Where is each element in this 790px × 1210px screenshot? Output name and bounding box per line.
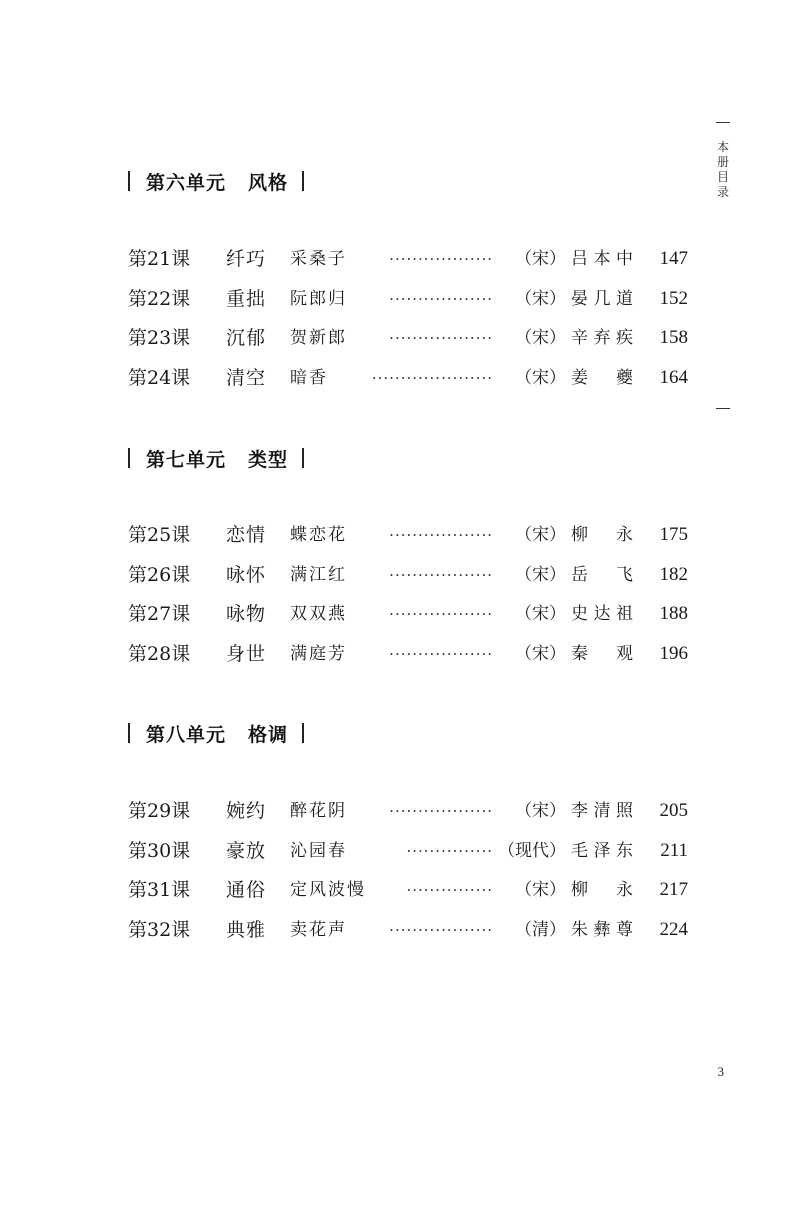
author-dynasty: （宋） bbox=[515, 249, 566, 269]
unit-bar-right bbox=[302, 723, 304, 743]
unit-header-6 bbox=[128, 166, 304, 196]
author-char: 中 bbox=[616, 249, 633, 269]
author-name bbox=[571, 244, 633, 274]
page-ref: 205 bbox=[659, 800, 688, 821]
lesson-number: 第24课 bbox=[128, 366, 191, 389]
toc-entry[interactable] bbox=[128, 520, 688, 550]
leader-dots: ·················· bbox=[389, 565, 493, 584]
lesson-title: 蝶恋花 bbox=[290, 525, 347, 545]
toc-entry[interactable] bbox=[128, 875, 688, 905]
author-char: 史 bbox=[571, 604, 588, 624]
leader-dots: ·················· bbox=[389, 920, 493, 939]
page-ref: 164 bbox=[659, 366, 688, 388]
lesson-number: 第27课 bbox=[128, 603, 191, 625]
lesson-title: 卖花声 bbox=[290, 919, 347, 940]
page-ref: 188 bbox=[659, 603, 688, 624]
author-dynasty: （宋） bbox=[515, 801, 566, 821]
author-name bbox=[571, 599, 633, 629]
author-char: 清 bbox=[593, 801, 611, 821]
lesson-number: 第23课 bbox=[128, 327, 191, 349]
lesson-title: 暗香 bbox=[290, 367, 328, 388]
side-section-label: 本册目录 bbox=[716, 140, 729, 199]
lesson-number: 第28课 bbox=[128, 642, 191, 665]
page-number: 3 bbox=[717, 1064, 724, 1079]
unit-name: 第七单元 类型 bbox=[146, 448, 289, 471]
lesson-number: 第26课 bbox=[128, 563, 191, 586]
toc-entry[interactable] bbox=[128, 323, 688, 353]
author-dynasty: （宋） bbox=[515, 604, 566, 624]
author-char: 本 bbox=[593, 249, 611, 269]
unit-header-7 bbox=[128, 443, 304, 473]
lesson-theme: 豪放 bbox=[226, 839, 267, 862]
author-char: 达 bbox=[593, 604, 611, 624]
lesson-number: 第30课 bbox=[128, 839, 191, 862]
author-char: 照 bbox=[616, 801, 633, 821]
page-ref: 217 bbox=[659, 879, 688, 900]
lesson-title: 满江红 bbox=[290, 564, 347, 585]
unit-header-8 bbox=[128, 718, 304, 748]
author-char: 观 bbox=[616, 643, 633, 664]
author-char: 东 bbox=[616, 840, 633, 861]
page-ref: 211 bbox=[660, 839, 688, 861]
author-char: 永 bbox=[616, 525, 633, 545]
lesson-theme: 重拙 bbox=[226, 287, 267, 310]
lesson-theme: 恋情 bbox=[226, 524, 267, 546]
page-ref: 175 bbox=[659, 524, 688, 545]
leader-dots: ····················· bbox=[371, 368, 493, 387]
page-ref: 196 bbox=[659, 642, 688, 664]
author-char: 柳 bbox=[571, 880, 588, 900]
author-char: 姜 bbox=[571, 367, 588, 388]
author-dynasty: （宋） bbox=[515, 564, 566, 585]
author-name bbox=[571, 520, 633, 550]
page-ref: 152 bbox=[659, 287, 688, 309]
toc-entry[interactable] bbox=[128, 244, 688, 274]
author-name bbox=[571, 560, 633, 590]
lesson-theme: 通俗 bbox=[226, 879, 267, 901]
lesson-theme: 婉约 bbox=[226, 800, 267, 822]
author-dynasty: （宋） bbox=[515, 367, 566, 388]
author-char: 尊 bbox=[616, 919, 633, 940]
author-name bbox=[571, 284, 633, 314]
lesson-title: 双双燕 bbox=[290, 604, 347, 624]
author-char: 泽 bbox=[593, 840, 611, 861]
leader-dots: ·················· bbox=[389, 644, 493, 663]
unit-bar-left bbox=[128, 723, 130, 743]
author-char: 弃 bbox=[593, 328, 611, 348]
author-char: 永 bbox=[616, 880, 633, 900]
unit-bar-right bbox=[302, 448, 304, 468]
lesson-title: 满庭芳 bbox=[290, 643, 347, 664]
leader-dots: ·················· bbox=[389, 250, 493, 268]
author-dynasty: （宋） bbox=[515, 288, 566, 309]
author-dynasty: （清） bbox=[515, 919, 566, 940]
leader-dots: ·················· bbox=[389, 802, 493, 820]
author-char: 道 bbox=[616, 288, 633, 309]
author-dynasty: （宋） bbox=[515, 880, 566, 900]
lesson-theme: 身世 bbox=[226, 642, 267, 665]
lesson-number: 第31课 bbox=[128, 879, 191, 901]
lesson-title: 沁园春 bbox=[290, 840, 347, 861]
author-char: 飞 bbox=[616, 564, 633, 585]
author-char: 岳 bbox=[571, 564, 588, 585]
unit-bar-left bbox=[128, 171, 130, 191]
author-char: 秦 bbox=[571, 643, 588, 664]
author-char: 祖 bbox=[616, 604, 633, 624]
author-name bbox=[571, 363, 633, 393]
toc-entry[interactable] bbox=[128, 560, 688, 590]
leader-dots: ··············· bbox=[406, 881, 493, 899]
author-name bbox=[571, 875, 633, 905]
toc-entry[interactable] bbox=[128, 599, 688, 629]
author-char: 毛 bbox=[571, 840, 588, 861]
author-name bbox=[571, 639, 633, 669]
lesson-title: 阮郎归 bbox=[290, 288, 347, 309]
author-char: 夔 bbox=[616, 367, 633, 388]
toc-entry[interactable] bbox=[128, 915, 688, 945]
toc-entry[interactable] bbox=[128, 796, 688, 826]
side-rule-top bbox=[716, 122, 730, 123]
page-ref: 158 bbox=[659, 327, 688, 348]
author-char: 吕 bbox=[571, 249, 588, 269]
author-char: 几 bbox=[593, 288, 611, 309]
author-dynasty: （宋） bbox=[515, 643, 566, 664]
toc-entry[interactable] bbox=[128, 639, 688, 669]
lesson-title: 采桑子 bbox=[290, 249, 347, 269]
author-name bbox=[571, 836, 633, 866]
lesson-theme: 典雅 bbox=[226, 918, 267, 941]
lesson-theme: 沉郁 bbox=[226, 327, 267, 349]
author-name bbox=[571, 915, 633, 945]
author-dynasty: （宋） bbox=[515, 525, 566, 545]
author-char: 彝 bbox=[593, 919, 611, 940]
unit-name: 第八单元 格调 bbox=[146, 723, 289, 746]
leader-dots: ·················· bbox=[389, 605, 493, 623]
author-char: 李 bbox=[571, 801, 588, 821]
author-char: 柳 bbox=[571, 525, 588, 545]
lesson-theme: 咏物 bbox=[226, 603, 267, 625]
leader-dots: ·················· bbox=[389, 289, 493, 308]
author-dynasty: （现代） bbox=[498, 840, 566, 861]
author-char: 朱 bbox=[571, 919, 588, 940]
lesson-title: 醉花阴 bbox=[290, 801, 347, 821]
lesson-theme: 清空 bbox=[226, 366, 267, 389]
author-char: 疾 bbox=[616, 328, 633, 348]
unit-name: 第六单元 风格 bbox=[146, 171, 289, 194]
toc-entry[interactable] bbox=[128, 284, 688, 314]
leader-dots: ·················· bbox=[389, 329, 493, 347]
leader-dots: ·················· bbox=[389, 526, 493, 544]
page-ref: 147 bbox=[659, 248, 688, 269]
author-char: 晏 bbox=[571, 288, 588, 309]
page-ref: 182 bbox=[659, 563, 688, 585]
author-char: 辛 bbox=[571, 328, 588, 348]
lesson-title: 定风波慢 bbox=[290, 880, 366, 900]
page-ref: 224 bbox=[659, 918, 688, 940]
author-dynasty: （宋） bbox=[515, 328, 566, 348]
lesson-number: 第25课 bbox=[128, 524, 191, 546]
side-rule-bottom bbox=[716, 408, 730, 409]
author-name bbox=[571, 796, 633, 826]
toc-entry[interactable] bbox=[128, 363, 688, 393]
unit-bar-left bbox=[128, 448, 130, 468]
author-name bbox=[571, 323, 633, 353]
lesson-theme: 纤巧 bbox=[226, 248, 267, 270]
lesson-number: 第32课 bbox=[128, 918, 191, 941]
lesson-theme: 咏怀 bbox=[226, 563, 267, 586]
lesson-number: 第22课 bbox=[128, 287, 191, 310]
lesson-title: 贺新郎 bbox=[290, 328, 347, 348]
lesson-number: 第29课 bbox=[128, 800, 191, 822]
toc-entry[interactable] bbox=[128, 836, 688, 866]
lesson-number: 第21课 bbox=[128, 248, 191, 270]
unit-bar-right bbox=[302, 171, 304, 191]
leader-dots: ··············· bbox=[406, 841, 493, 860]
